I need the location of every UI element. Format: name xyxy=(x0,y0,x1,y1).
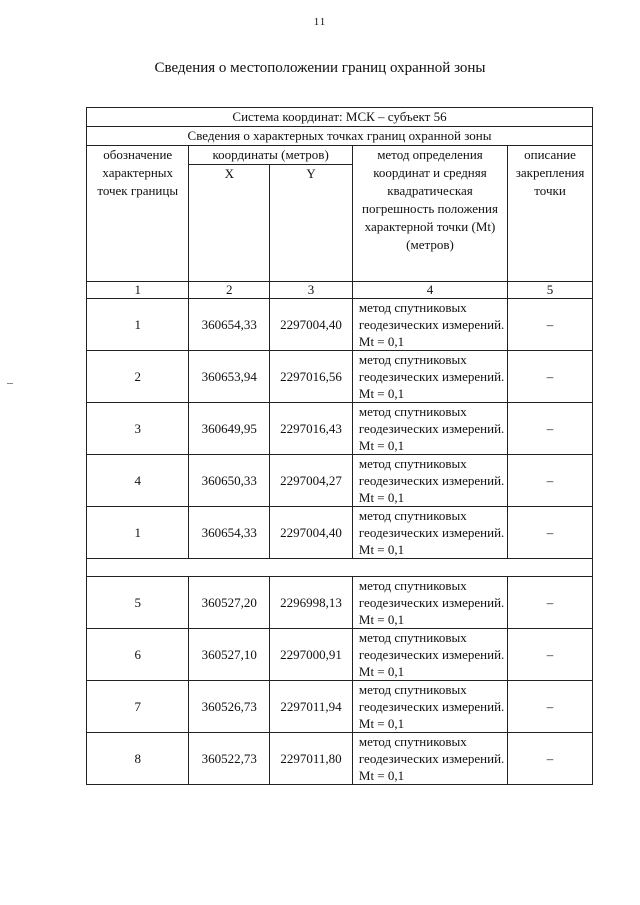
point-id: 2 xyxy=(87,351,189,403)
method-cell: метод спутниковых геодезических измерений. Mt = 0,1 xyxy=(352,403,507,455)
table-row xyxy=(87,629,593,681)
x-coordinate: 360654,33 xyxy=(189,299,270,351)
group-separator-row xyxy=(87,559,593,577)
y-coordinate: 2297004,40 xyxy=(270,299,353,351)
point-description: – xyxy=(508,455,593,507)
table-row xyxy=(87,299,593,351)
table-row xyxy=(87,351,593,403)
page-number: 11 xyxy=(313,16,327,28)
header-y: Y xyxy=(270,165,353,282)
point-description: – xyxy=(508,681,593,733)
point-id: 5 xyxy=(87,577,189,629)
method-cell: метод спутниковых геодезических измерений. Mt = 0,1 xyxy=(352,351,507,403)
table-row xyxy=(87,455,593,507)
point-description: – xyxy=(508,577,593,629)
point-description: – xyxy=(508,629,593,681)
method-cell: метод спутниковых геодезических измерений. Mt = 0,1 xyxy=(352,299,507,351)
point-id: 1 xyxy=(87,507,189,559)
x-coordinate: 360650,33 xyxy=(189,455,270,507)
point-id: 7 xyxy=(87,681,189,733)
x-coordinate: 360527,10 xyxy=(189,629,270,681)
x-coordinate: 360522,73 xyxy=(189,733,270,785)
column-number: 1 xyxy=(87,282,189,299)
section-header: Сведения о характерных точках границ охранной зоны xyxy=(87,127,593,146)
column-number-row xyxy=(87,282,593,299)
method-cell: метод спутниковых геодезических измерений. Mt = 0,1 xyxy=(352,507,507,559)
point-id: 6 xyxy=(87,629,189,681)
point-description: – xyxy=(508,299,593,351)
margin-mark xyxy=(7,383,13,384)
table-row xyxy=(87,577,593,629)
method-cell: метод спутниковых геодезических измерений. Mt = 0,1 xyxy=(352,733,507,785)
group-separator xyxy=(87,559,593,577)
y-coordinate: 2297004,27 xyxy=(270,455,353,507)
point-description: – xyxy=(508,733,593,785)
boundary-points-table xyxy=(86,107,593,785)
coordinate-system-header: Система координат: МСК – субъект 56 xyxy=(87,108,593,127)
x-coordinate: 360653,94 xyxy=(189,351,270,403)
y-coordinate: 2297016,56 xyxy=(270,351,353,403)
y-coordinate: 2297016,43 xyxy=(270,403,353,455)
table-row xyxy=(87,403,593,455)
point-description: – xyxy=(508,403,593,455)
table-row xyxy=(87,681,593,733)
x-coordinate: 360527,20 xyxy=(189,577,270,629)
table-row xyxy=(87,733,593,785)
point-description: – xyxy=(508,351,593,403)
y-coordinate: 2297004,40 xyxy=(270,507,353,559)
column-number: 2 xyxy=(189,282,270,299)
x-coordinate: 360526,73 xyxy=(189,681,270,733)
header-method: метод определения координат и средняя квадратическая погрешность положения характерной точки (Mt) (метров) xyxy=(352,146,507,282)
method-cell: метод спутниковых геодезических измерений. Mt = 0,1 xyxy=(352,681,507,733)
y-coordinate: 2296998,13 xyxy=(270,577,353,629)
column-number: 3 xyxy=(270,282,353,299)
document-title: Сведения о местоположении границ охранной зоны xyxy=(154,60,486,76)
method-cell: метод спутниковых геодезических измерений. Mt = 0,1 xyxy=(352,455,507,507)
header-description: описание закрепления точки xyxy=(508,146,593,282)
header-x: X xyxy=(189,165,270,282)
header-point-designation: обозначение характерных точек границы xyxy=(87,146,189,282)
table-row xyxy=(87,507,593,559)
column-number: 5 xyxy=(508,282,593,299)
method-cell: метод спутниковых геодезических измерений. Mt = 0,1 xyxy=(352,629,507,681)
header-coordinates: координаты (метров) xyxy=(189,146,352,165)
point-id: 3 xyxy=(87,403,189,455)
point-description: – xyxy=(508,507,593,559)
point-id: 8 xyxy=(87,733,189,785)
y-coordinate: 2297000,91 xyxy=(270,629,353,681)
point-id: 1 xyxy=(87,299,189,351)
column-number: 4 xyxy=(352,282,507,299)
point-id: 4 xyxy=(87,455,189,507)
y-coordinate: 2297011,80 xyxy=(270,733,353,785)
x-coordinate: 360654,33 xyxy=(189,507,270,559)
y-coordinate: 2297011,94 xyxy=(270,681,353,733)
method-cell: метод спутниковых геодезических измерений. Mt = 0,1 xyxy=(352,577,507,629)
x-coordinate: 360649,95 xyxy=(189,403,270,455)
